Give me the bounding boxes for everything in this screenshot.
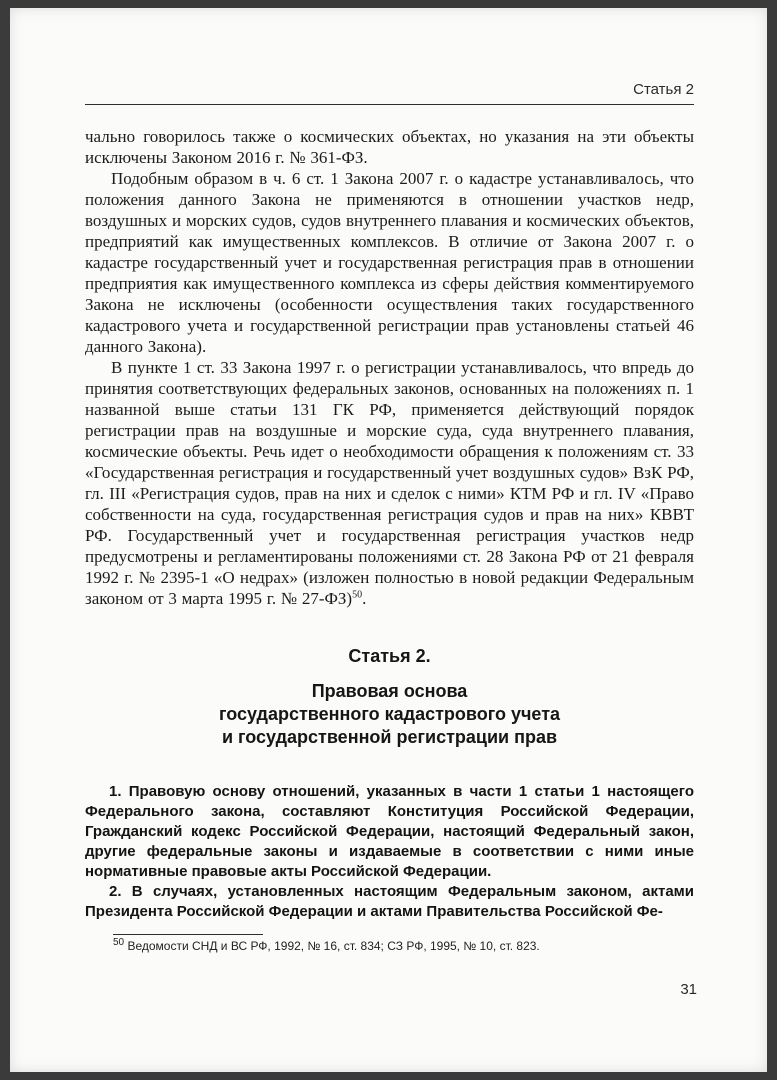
article-heading: Статья 2. [348, 646, 431, 666]
footnote-rule [113, 934, 263, 935]
footnote-text: Ведомости СНД и ВС РФ, 1992, № 16, ст. 834; СЗ РФ, 1995, № 10, ст. 823. [124, 939, 540, 953]
article-title-line: и государственной регистрации прав [221, 727, 558, 747]
book-page [10, 8, 767, 1072]
header-rule [85, 104, 694, 105]
statute-paragraph: 2. В случаях, установленных настоящим Федеральным законом, актами Президента Российской Федерации и актами Правительства Российской Фе- [85, 883, 694, 920]
footnote-marker: 50 [113, 937, 125, 948]
paragraph [85, 357, 694, 609]
body-text [85, 126, 694, 609]
paragraph-text: чально говорилось также о космических объектах, но указания на эти объекты исключены Законом 2016 г. № 361-ФЗ. [85, 127, 694, 167]
article-title [85, 680, 694, 749]
paragraph-text: В пункте 1 ст. 33 Закона 1997 г. о регистрации устанавливалось, что впредь до принятия соответствующих федеральных законов, основанных на положениях п. 1 названной выше статьи 131 ГК РФ, применяется действующий порядок регистрации прав на воздушные и морские суда, суда внутреннего плавания, космические объекты. Речь идет о необходимости обращения к положениям ст. 33 «Государственная регистрация и государственный учет воздушных судов» ВзК РФ, гл. III «Регистрация судов, прав на них и сделок с ними» КТМ РФ и гл. IV «Право собственности на суда, государственная регистрация судов и прав на них» КВВТ РФ. Государственный учет и государственная регистрация участков недр предусмотрены и регламентированы положениями ст. 28 Закона РФ от 21 февраля 1992 г. № 2395-1 «О недрах» (изложен полностью в новой редакции Федеральным законом от 3 марта 1995 г. № 27-ФЗ) [85, 358, 694, 608]
footnote [85, 939, 694, 954]
running-header [85, 82, 694, 98]
running-header-text: Статья 2 [633, 81, 694, 98]
paragraph-continuation [85, 126, 694, 168]
article-title-line: государственного кадастрового учета [218, 704, 561, 724]
page-number: 31 [680, 981, 697, 998]
footnote-block [85, 934, 694, 954]
statute-text [85, 782, 694, 922]
paragraph-text-end: . [362, 589, 367, 608]
paragraph [85, 168, 694, 357]
article-title-line: Правовая основа [311, 681, 468, 701]
footnote-reference: 50 [352, 589, 363, 601]
statute-paragraph: 1. Правовую основу отношений, указанных в части 1 статьи 1 настоящего Федерального закона, составляют Конституция Российской Федерации, Гражданский кодекс Российской Федерации, настоящий Федеральный закон, другие федеральные законы и издаваемые в соответствии с ними иные нормативные правовые акты Российской Федерации. [85, 783, 694, 880]
paragraph-text: Подобным образом в ч. 6 ст. 1 Закона 2007 г. о кадастре устанавливалось, что положения данного Закона не применяются в отношении участков недр, воздушных и морских судов, судов внутреннего плавания и космических объектов, предприятий как имущественных комплексов. В отличие от Закона 2007 г. о кадастре государственный учет и государственная регистрация прав в отношении предприятия как имущественного комплекса из сферы действия комментируемого Закона не исключены (особенности осуществления таких государственного кадастрового учета и государственной регистрации прав установлены статьей 46 данного Закона). [85, 169, 694, 356]
